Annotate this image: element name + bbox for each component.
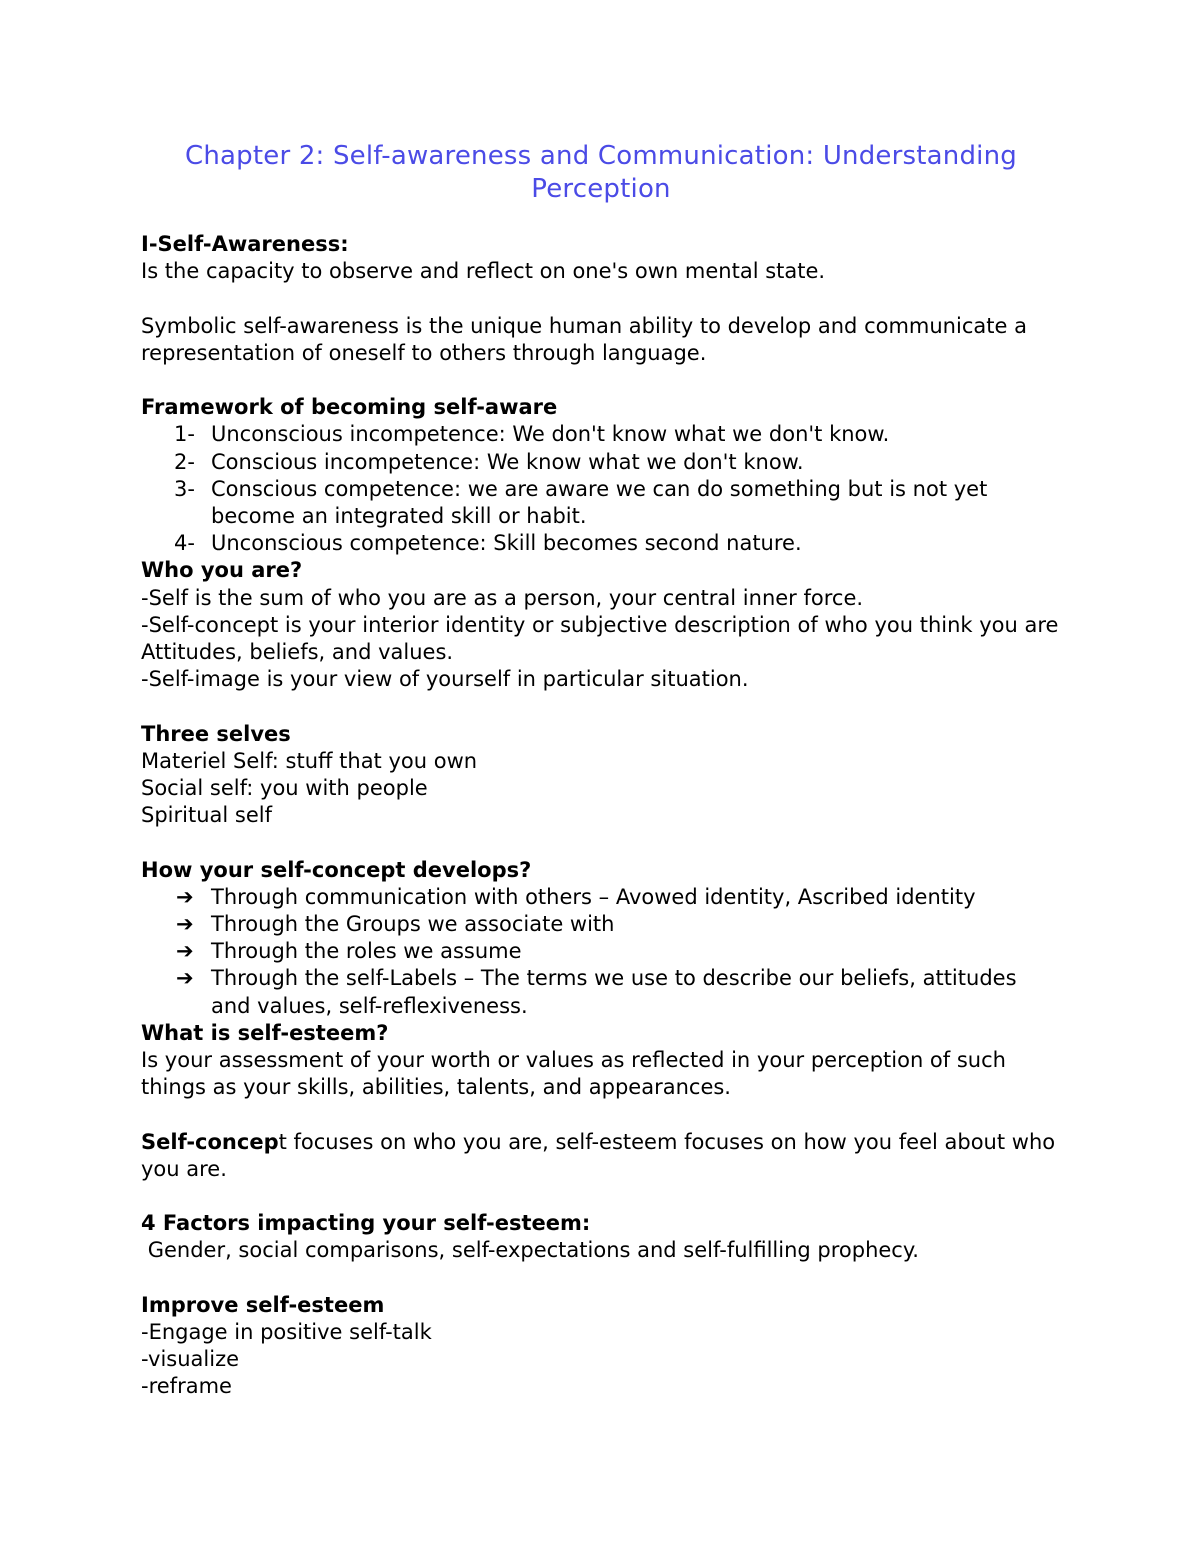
list-item-text: Unconscious competence: Skill becomes second nature. — [211, 531, 802, 556]
list-number: 3- — [174, 476, 195, 501]
list-item — [141, 884, 1061, 911]
self-concept-bold-term: Self-concep — [141, 1129, 279, 1154]
list-item-text: Conscious competence: we are aware we can do something but is not yet become an integrated skill or habit. — [211, 476, 988, 528]
framework-heading: Framework of becoming self-aware — [141, 395, 558, 420]
list-item-text: Unconscious incompetence: We don't know what we don't know. — [211, 422, 890, 447]
list-item-text: Through communication with others – Avowed identity, Ascribed identity — [211, 884, 976, 909]
symbolic-self-awareness-text: Symbolic self-awareness is the unique human ability to develop and communicate a representation of oneself to others through language. — [141, 313, 1027, 365]
self-definition-line: -Self is the sum of who you are as a person, your central inner force. — [141, 585, 864, 610]
document-title: Chapter 2: Self-awareness and Communication: Understanding Perception — [185, 141, 1017, 204]
spacer — [141, 285, 1061, 312]
right-arrow-icon: ➔ — [176, 966, 194, 991]
spacer — [141, 367, 1061, 394]
comparison-text: t focuses on who you are, self-esteem focuses on how you feel about who you are. — [141, 1129, 1056, 1181]
reframe-line: -reframe — [141, 1374, 232, 1399]
social-self-line: Social self: you with people — [141, 776, 428, 801]
self-awareness-heading: I-Self-Awareness: — [141, 232, 349, 256]
list-item — [141, 530, 1061, 557]
self-awareness-definition: Is the capacity to observe and reflect on one's own mental state. — [141, 259, 826, 284]
spacer — [141, 1265, 1061, 1292]
self-concept-develops-list — [141, 884, 1061, 1020]
list-number: 4- — [174, 531, 195, 556]
right-arrow-icon: ➔ — [176, 939, 194, 964]
spacer — [141, 1101, 1061, 1128]
list-item-text: Through the Groups we associate with — [211, 912, 615, 937]
list-item — [141, 476, 1061, 530]
list-item — [141, 938, 1061, 965]
spacer — [141, 829, 1061, 856]
factors-text: Gender, social comparisons, self-expectations and self-fulfilling prophecy. — [141, 1238, 919, 1263]
list-number: 2- — [174, 449, 195, 474]
list-item — [141, 965, 1061, 1019]
list-item — [141, 911, 1061, 938]
list-item — [141, 449, 1061, 476]
self-image-definition-line: -Self-image is your view of yourself in particular situation. — [141, 667, 749, 692]
right-arrow-icon: ➔ — [176, 884, 194, 909]
spiritual-self-line: Spiritual self — [141, 803, 272, 828]
three-selves-heading: Three selves — [141, 721, 291, 746]
self-esteem-heading: What is self-esteem? — [141, 1020, 389, 1045]
document-content — [141, 140, 1061, 1401]
list-item-text: Conscious incompetence: We know what we don't know. — [211, 449, 804, 474]
self-concept-definition-line: -Self-concept is your interior identity or subjective description of who you think you are Attitudes, beliefs, and values. — [141, 612, 1059, 665]
who-you-are-heading: Who you are? — [141, 558, 303, 583]
visualize-line: -visualize — [141, 1347, 240, 1372]
self-esteem-definition: Is your assessment of your worth or values as reflected in your perception of such things as your skills, abilities, talents, and appearances. — [141, 1048, 1006, 1100]
spacer — [141, 693, 1061, 720]
list-item-text: Through the roles we assume — [211, 939, 522, 964]
material-self-line: Materiel Self: stuff that you own — [141, 748, 478, 773]
right-arrow-icon: ➔ — [176, 912, 194, 937]
list-item-text: Through the self-Labels – The terms we use to describe our beliefs, attitudes and values, self-reflexiveness. — [211, 966, 1017, 1018]
self-concept-develops-heading: How your self-concept develops? — [141, 857, 532, 882]
list-number: 1- — [174, 422, 195, 447]
positive-self-talk-line: -Engage in positive self-talk — [141, 1320, 432, 1345]
spacer — [141, 1183, 1061, 1210]
improve-self-esteem-heading: Improve self-esteem — [141, 1292, 385, 1317]
self-concept-vs-self-esteem — [141, 1129, 1061, 1183]
framework-list — [141, 421, 1061, 557]
list-item — [141, 421, 1061, 448]
factors-heading: 4 Factors impacting your self-esteem: — [141, 1211, 591, 1236]
